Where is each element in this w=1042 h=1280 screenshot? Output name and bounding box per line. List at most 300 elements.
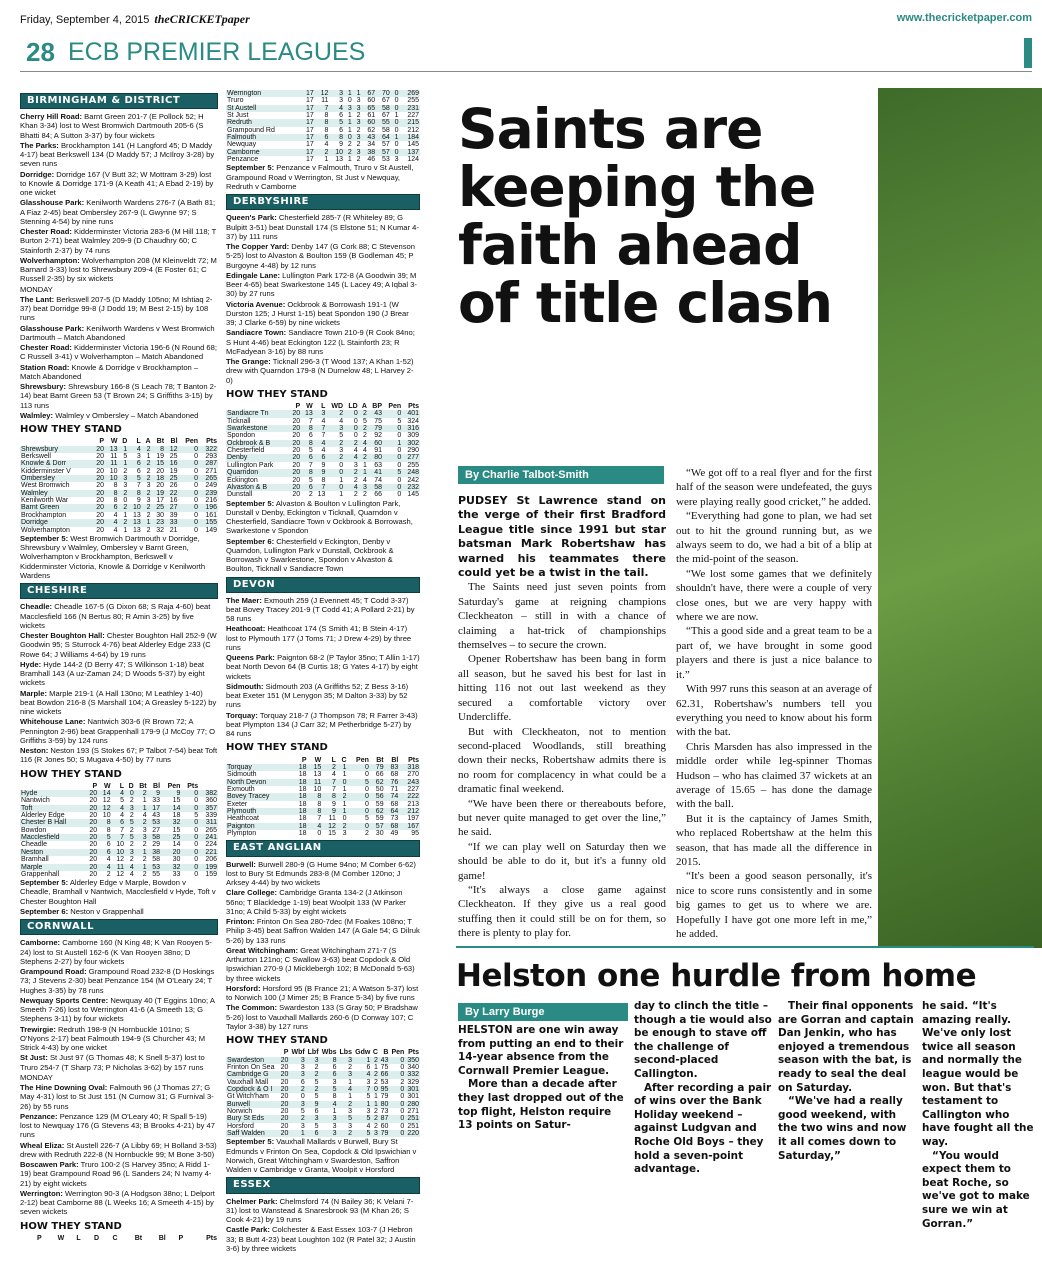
table-header: W (57, 1234, 65, 1242)
table-cell: 0 (194, 856, 199, 864)
result-item (20, 227, 218, 255)
table-cell: 3 (123, 482, 128, 490)
table-cell: 61 (367, 112, 376, 120)
table-cell: 2 (314, 1064, 319, 1071)
table-row (226, 134, 420, 141)
table-cell: Newquay (227, 141, 257, 149)
table-cell: 0 (397, 447, 402, 455)
result-item (20, 1025, 218, 1053)
table-cell: 1 (394, 112, 399, 120)
table-cell: 20 (280, 1071, 289, 1079)
table-cell: 1 (146, 453, 151, 461)
article-paragraph: “This a good side and a great team to be a part of, we have brought in some good players and there is just a nice balance to it.” (676, 625, 872, 681)
table-cell: 0 (326, 469, 344, 476)
table-cell: 64 (385, 808, 400, 815)
table-cell: 3 (394, 156, 399, 164)
table-row (226, 112, 420, 119)
table-cell: 269 (400, 90, 420, 97)
venue: Chelmer Park: (226, 1196, 278, 1206)
table-cell: 4 (128, 446, 142, 453)
table-cell: Copdock & O I (226, 1086, 279, 1093)
table-cell: 20 (161, 849, 181, 856)
result-text: Newquay 40 (T Eggins 10no; A Smeeth 7-26) lost to Werrington 41-6 (A Smeeth 13; G Stephens 3-11) by four wickets (20, 995, 215, 1024)
table-cell: 7 (317, 815, 322, 823)
table-cell: 0 (181, 819, 199, 826)
venue: Great Witchingham: (226, 945, 299, 955)
table-cell: 1 (344, 119, 353, 126)
table-cell: 1 (142, 519, 152, 526)
table-header: Bt (134, 1234, 143, 1242)
table-cell: 8 (308, 793, 323, 800)
table-cell: 2 (374, 1122, 378, 1130)
venue: Shrewsbury: (20, 382, 66, 392)
table-row (20, 812, 218, 819)
table-cell: 1 (337, 764, 348, 771)
venue: Newquay Sports Centre: (20, 995, 109, 1005)
table-cell: 215 (400, 119, 420, 126)
table-cell: 19 (156, 453, 165, 461)
venue: Neston: (20, 746, 49, 756)
table-cell: Exmouth (227, 786, 255, 794)
table-row (226, 447, 420, 454)
table-cell: 3 (314, 410, 327, 417)
table-cell: 20 (288, 469, 301, 476)
table-cell: 2 (146, 526, 151, 534)
table-cell: 5 (314, 1078, 319, 1086)
table-cell: 62 (370, 779, 385, 786)
table-cell: 0 (364, 771, 369, 779)
venue: The Grange: (226, 357, 271, 367)
table-cell: 6 (320, 1071, 338, 1078)
table-cell: 0 (391, 149, 400, 156)
table-cell: 149 (205, 526, 217, 534)
table-cell: 0 (348, 808, 370, 815)
second-col-3 (778, 1000, 916, 1272)
table-cell: 1 (362, 461, 367, 469)
table-cell: 74 (385, 793, 400, 800)
table-cell: 20 (280, 1100, 289, 1108)
venue: Edingale Lane: (226, 270, 281, 280)
fixtures-text: Alderley Edge v Marple, Bowdon v Cheadle, Bramhall v Nantwich, Macclesfield v Hyde, Toft v Chester Boughton Hall (20, 878, 216, 906)
table-row (226, 462, 420, 469)
standings-table (20, 783, 218, 878)
article-paragraph: “It's always a close game against Cleckheaton. If they give us a real good stuffing then it could still be on for them, so there is plenty to play for. (458, 883, 666, 940)
table-cell: 20 (85, 819, 98, 826)
result-text: Cheadle 167-5 (G Dixon 68; S Raja 4-60) beat Macclesfield 166 (N Bertus 80; R Amin 3-25) by five wickets (20, 602, 211, 630)
table-cell: 2 (146, 511, 151, 519)
table-cell: 0 (179, 504, 199, 511)
table-cell: 324 (407, 417, 419, 425)
table-cell: 309 (407, 432, 419, 440)
table-cell: 20 (292, 432, 301, 440)
table-cell: 20 (92, 519, 106, 526)
table-cell: Camborne (226, 149, 300, 156)
table-cell: 0 (397, 432, 402, 440)
table-row (20, 497, 218, 504)
table-cell: 0 (181, 849, 199, 856)
table-cell: 3 (339, 97, 343, 105)
table-cell: 30 (172, 856, 181, 864)
result-text: Sandiacre Town 210-9 (R Cook 84no; S Hunt 4-46) beat Eckington 122 (L Stainforth 23; R McFadyean 3-16) by 88 runs (226, 328, 415, 356)
table-cell: 20 (156, 482, 165, 490)
table-cell: 20 (89, 856, 98, 864)
second-col-4 (922, 1000, 1034, 1272)
table-row (226, 815, 420, 822)
table-cell: 17 (156, 497, 165, 505)
table-cell: 2 (326, 440, 344, 447)
table-cell: 39 (169, 511, 178, 519)
table-row (226, 97, 420, 104)
article-paragraph: “We lost some games that we definitely shouldn't have, there were a couple of very close ones, but we are very happy with where we are now. (676, 567, 872, 624)
result-text: Werrington 90-3 (A Hodgson 38no; L Delport 2-12) beat Camborne 88 (L Weeks 16; A Smeeth 4-15) by seven wickets (20, 1188, 215, 1217)
second-headline: Helston one hurdle from home (456, 958, 977, 994)
table-header: Pts (408, 403, 419, 411)
table-cell: 2 (344, 440, 359, 447)
table-cell: 6 (315, 134, 330, 141)
table-cell: 11 (105, 460, 119, 467)
result-text: Great Witchingham 271-7 (S Arthurton 121no; C Swallow 3-63) beat Copdock & Old Ipswichian 270-9 (J Micklebergh 102; B McDonald 5-63) by three wickets (226, 945, 415, 983)
table-cell: 1 (135, 864, 148, 871)
table-cell: 3 (289, 1057, 305, 1064)
table-cell: 12 (102, 797, 111, 805)
table-cell: 0 (344, 425, 359, 432)
table-cell: 322 (199, 446, 218, 453)
table-cell: 2 (142, 504, 152, 511)
table-cell: Norwich (227, 1108, 253, 1116)
table-cell: 0 (383, 484, 402, 491)
table-cell: Marple (20, 864, 85, 871)
table-row (226, 141, 420, 148)
table-cell: 20 (92, 446, 106, 453)
table-cell: 0 (194, 453, 199, 461)
result-item (226, 888, 420, 916)
table-cell: 49 (390, 830, 399, 838)
table-row (20, 827, 218, 834)
article-paragraph: But it is the captaincy of James Smith, who replaced Robertshaw at the helm this season, that has made all the difference in 2015. (676, 812, 872, 868)
table-cell: 2 (142, 446, 152, 453)
table-cell: 5 (366, 1093, 371, 1101)
table-cell: Ockbrook & B (226, 440, 288, 447)
table-cell: 1 (289, 1130, 305, 1137)
fixtures (226, 163, 420, 191)
result-item (226, 1003, 420, 1031)
table-cell: 17 (306, 97, 314, 105)
table-cell: 62 (370, 808, 385, 815)
table-cell: Vauxhall Mall (227, 1078, 269, 1086)
table-title: HOW THEY STAND (20, 424, 122, 436)
table-cell: Alvaston & B (226, 484, 288, 491)
table-cell: 58 (148, 834, 161, 841)
table-cell: Denby (226, 454, 288, 461)
venue: The Common: (226, 1003, 278, 1013)
table-cell: 57 (376, 149, 391, 156)
table-cell: 66 (374, 491, 383, 499)
table-header: Pen (388, 403, 402, 411)
table-cell: 0 (389, 1057, 405, 1064)
standings-table (226, 1049, 420, 1137)
table-header: W (103, 782, 111, 790)
table-cell: 27 (152, 826, 161, 834)
fixtures-text: Alvaston & Boulton v Lullington Park, Dunstall v Denby, Eckington v Ticknall, Quarndon v Chesterfield, Sandiacre Town v Ockbrook & Borrowash, Swarkestone v Spondon (226, 498, 413, 536)
table-cell: 0 (317, 830, 322, 838)
table-cell: 213 (407, 800, 419, 808)
table-cell: 7 (308, 417, 313, 425)
table-cell: 62 (367, 126, 376, 134)
table-row (226, 469, 420, 476)
result-item (226, 624, 420, 652)
result-item (226, 984, 420, 1003)
fixtures (226, 499, 420, 536)
table-cell: 6 (300, 1078, 305, 1086)
table-header: Pts (187, 782, 199, 790)
fixtures-text: Penzance v Falmouth, Truro v St Austell, Grampound Road v Werrington, St Just v Newquay, Redruth v Camborne (226, 163, 414, 191)
table-cell: 56 (370, 793, 385, 800)
section-title: ECB PREMIER LEAGUES (68, 38, 366, 66)
table-cell: 7 (120, 826, 125, 834)
table-row (226, 156, 420, 163)
table-cell: 8 (128, 490, 142, 497)
result-text: Burwell 280-9 (G Hume 94no; M Comber 6-62) lost to Bury St Edmunds 283-8 (M Comber 120no; J Arksey 4-44) by two wickets (226, 859, 416, 888)
result-item (226, 213, 420, 241)
table-cell: 293 (205, 453, 217, 461)
result-item (20, 170, 218, 198)
result-text: Camborne 160 (N King 48; K Van Rooyen 5-24) lost to St Austell 162-6 (K Van Rooyen 38no; D Stephens 2-27) by four wickets (20, 938, 212, 966)
table-cell: 6 (98, 849, 111, 856)
table-cell: 15 (172, 797, 181, 805)
section-cap (1024, 38, 1032, 68)
table-cell: 3 (366, 1108, 371, 1116)
table-cell: Dunstall (227, 491, 253, 499)
table-cell: 301 (407, 1093, 419, 1101)
table-row (226, 1057, 420, 1064)
table-cell: 4 (332, 771, 336, 779)
table-header (226, 1049, 279, 1056)
league-band: CHESHIRE (20, 583, 218, 599)
table-cell: 2 (119, 490, 129, 497)
table-cell: 6 (106, 841, 111, 849)
table-cell: 59 (375, 800, 384, 808)
table-cell: 1 (119, 460, 129, 467)
table-cell: 0 (383, 425, 402, 432)
table-cell: Grampound Rd (227, 126, 275, 134)
table-cell: 59 (375, 815, 384, 823)
table-header: Pen (185, 438, 199, 446)
article-paragraph: Chris Marsden has also impressed in the middle order while leg-spinner Thomas Hudson – who has claimed 37 wickets at an average of 15.65 – has done the damage with the ball. (676, 740, 872, 811)
table-cell: 5 (123, 453, 128, 461)
table-cell: 5 (353, 1130, 371, 1137)
venue: Glasshouse Park: (20, 323, 85, 333)
result-text: MONDAY (20, 1072, 53, 1082)
table-cell: North Devon (226, 779, 293, 786)
table-header: C (372, 1049, 378, 1057)
header-date: Friday, September 4, 2015 (20, 14, 150, 26)
result-item (20, 1073, 218, 1082)
table-row (226, 105, 420, 112)
table-cell: 197 (407, 815, 419, 823)
table-cell: 67 (362, 90, 377, 97)
table-cell: 16 (169, 497, 178, 505)
result-item (20, 1189, 218, 1217)
result-text: Swardeston 133 (S Gray 50; P Bradshaw 5-26) lost to Vauxhall Mallards 260-6 (D Conway 107; C Taylor 3-38) by 127 runs (226, 1003, 418, 1031)
result-item (20, 1141, 218, 1160)
table-cell: 20 (89, 870, 98, 878)
result-text: Kenilworth Wardens 276-7 (A Bath 81; A Fiaz 2-45) beat Ombersley 267-9 (L Gwynne 97; S Stenning 4-54) by nine runs (20, 198, 216, 226)
table-cell: 5 (314, 1093, 319, 1101)
table-cell: 5 (300, 1108, 305, 1116)
table-cell: 0 (400, 1064, 405, 1071)
table-cell: 0 (400, 1093, 405, 1101)
table-cell: 17 (300, 119, 315, 126)
table-cell: Knowle & Dorr (20, 460, 92, 467)
table-cell: 224 (205, 841, 217, 849)
table-cell: 17 (306, 156, 314, 164)
table-cell: 232 (402, 484, 420, 491)
table-cell: 5 (120, 797, 125, 805)
table-cell: 271 (205, 467, 217, 475)
table-header: D (122, 438, 128, 446)
result-item (20, 746, 218, 765)
venue: Sidmouth: (226, 681, 264, 691)
table-cell: 227 (407, 786, 419, 794)
article-paragraph: But with Cleckheaton, not to mention second-placed Woodlands, still breathing down their necks, Robertshaw admits there is no room for complacency in what could be a dramatic final weekend. (458, 725, 666, 796)
table-cell: 4 (113, 526, 118, 534)
results-column-left (20, 90, 218, 1270)
table-cell: 20 (288, 440, 301, 447)
table-header: C (341, 756, 347, 764)
venue: Marple: (20, 688, 48, 698)
article-paragraph: Opener Robertshaw has been bang in form all season, but he saved his best for last in hitting 116 not out last weekend as they secured a comfortable victory over Undercliffe. (458, 653, 666, 724)
table-cell: 3 (329, 90, 344, 97)
table-header: Pen (356, 756, 369, 764)
table-cell: 1 (142, 797, 147, 805)
table-cell: 2 (142, 841, 147, 849)
table-cell: 3 (306, 1115, 320, 1122)
venue: Whitehouse Lane: (20, 717, 86, 727)
table-cell: 20 (85, 849, 98, 856)
table-cell: 340 (407, 1064, 419, 1071)
table-cell: 30 (375, 830, 384, 838)
table-header: Pts (408, 756, 419, 764)
table-cell: 4 (362, 476, 367, 484)
table-cell: 18 (298, 815, 307, 823)
header-left (20, 12, 250, 27)
table-cell: 6 (136, 467, 141, 475)
venue: Queens Park: (226, 653, 275, 663)
table-cell: 1 (374, 1064, 378, 1071)
table-row (226, 1108, 420, 1115)
table-cell: 70 (376, 90, 391, 97)
result-item (226, 917, 420, 945)
table-cell: 2 (306, 1071, 320, 1078)
table-cell: 8 (113, 497, 118, 505)
table-cell: 277 (402, 454, 420, 461)
article-paragraph: “Everything had gone to plan, we had set out to hit the ground running but, as we always seem to do, we had a bit of a blip at the mid-point of the season. (676, 510, 872, 566)
table-cell: 20 (292, 417, 301, 425)
table-cell: 7 (332, 786, 336, 794)
table-cell: 270 (407, 771, 419, 779)
second-c3b: “We've had a really good weekend, with the two wins and now it all comes down to Saturday,” (778, 1095, 907, 1162)
table-row (226, 808, 420, 815)
table-cell: 9 (161, 790, 181, 797)
venue: Hyde: (20, 659, 42, 669)
table-cell: 1 (347, 112, 352, 120)
table-cell: 8 (301, 440, 314, 447)
table-cell: Werrington (226, 90, 300, 97)
venue: Chester Road: (20, 343, 72, 353)
table-cell: 1 (348, 1093, 352, 1101)
result-text: Nantwich 303-6 (R Brown 72; A Pennington 2-96) beat Grappenhall 179-9 (J McCoy 77; O Griffiths 3-59) by 124 runs (20, 717, 216, 745)
table-header: W (110, 438, 118, 446)
table-cell: 43 (380, 1056, 389, 1064)
table-cell: 19 (152, 490, 166, 497)
table-cell: 6 (105, 504, 119, 511)
table-cell: 11 (110, 453, 118, 461)
table-cell: 3 (338, 1057, 353, 1064)
result-text: Penzance 129 (M O'Leary 40; R Spall 5-19) lost to Newquay 176 (G Stevens 43; B Brooks 4-21) by 47 runs (20, 1111, 216, 1140)
header-url[interactable]: www.thecricketpaper.com (896, 12, 1032, 24)
table-cell: 2 (142, 856, 147, 864)
table-cell: 0 (181, 864, 199, 871)
table-header: P (283, 1049, 289, 1057)
venue: St Just: (20, 1053, 48, 1063)
table-cell: 4 (321, 447, 326, 455)
table-cell: 79 (380, 1093, 389, 1101)
table-cell: 3 (300, 1122, 305, 1130)
article-paragraph: “It's been a good season personally, it's nice to score runs consistently and in some big games to get us to where we are. Hopefully I have got one more left in me,” he added. (676, 870, 872, 940)
table-cell: 4 (344, 484, 359, 491)
table-cell: 64 (376, 134, 391, 141)
table-cell: Macclesfield (20, 834, 85, 841)
table-cell: 9 (339, 141, 343, 149)
table-cell: 19 (169, 467, 178, 475)
table-cell: 243 (399, 779, 420, 786)
table-cell: 7 (112, 834, 125, 841)
table-cell: 12 (315, 90, 330, 97)
table-cell: Chesterfield (227, 447, 265, 455)
result-item (20, 112, 218, 140)
table-cell: 401 (402, 410, 420, 417)
table-cell: 18 (293, 793, 308, 800)
table-cell: 287 (199, 460, 218, 467)
table-header: L (331, 756, 336, 764)
table-cell: 55 (152, 870, 161, 878)
table-cell: 0 (194, 467, 199, 475)
table-cell: 2 (129, 841, 134, 849)
table-row (226, 410, 420, 417)
table-cell: 3 (119, 475, 129, 482)
table-cell: 1 (374, 1093, 378, 1101)
table-cell: 6 (128, 460, 142, 467)
table-cell: 17 (300, 134, 315, 141)
result-item (226, 860, 420, 888)
table-cell: 11 (328, 815, 336, 823)
table-cell: 0 (397, 461, 402, 469)
table-cell: 0 (400, 1108, 405, 1116)
table-cell: 1 (383, 440, 402, 447)
table-header: Bl (391, 756, 399, 764)
table-cell: 145 (407, 141, 419, 149)
table-cell: 6 (339, 126, 343, 134)
table-cell: 3 (353, 105, 362, 112)
table-cell: 9 (314, 469, 327, 476)
result-text: Horsford 95 (B France 21; A Watson 5-37) lost to Norwich 100 (J Mimer 25; B France 5-34) by five runs (226, 983, 419, 1003)
table-row (226, 1086, 420, 1093)
result-text: Berkswell 207-5 (D Maddy 105no; M Ishtiaq 2-37) beat Dorridge 99-8 (J Dodd 19; M Best 2-15) by 108 runs (20, 294, 213, 323)
table-cell: 6 (112, 819, 125, 826)
table-cell: 6 (332, 1064, 337, 1071)
table-cell: 0 (344, 134, 353, 141)
venue: Walmley: (20, 410, 54, 420)
